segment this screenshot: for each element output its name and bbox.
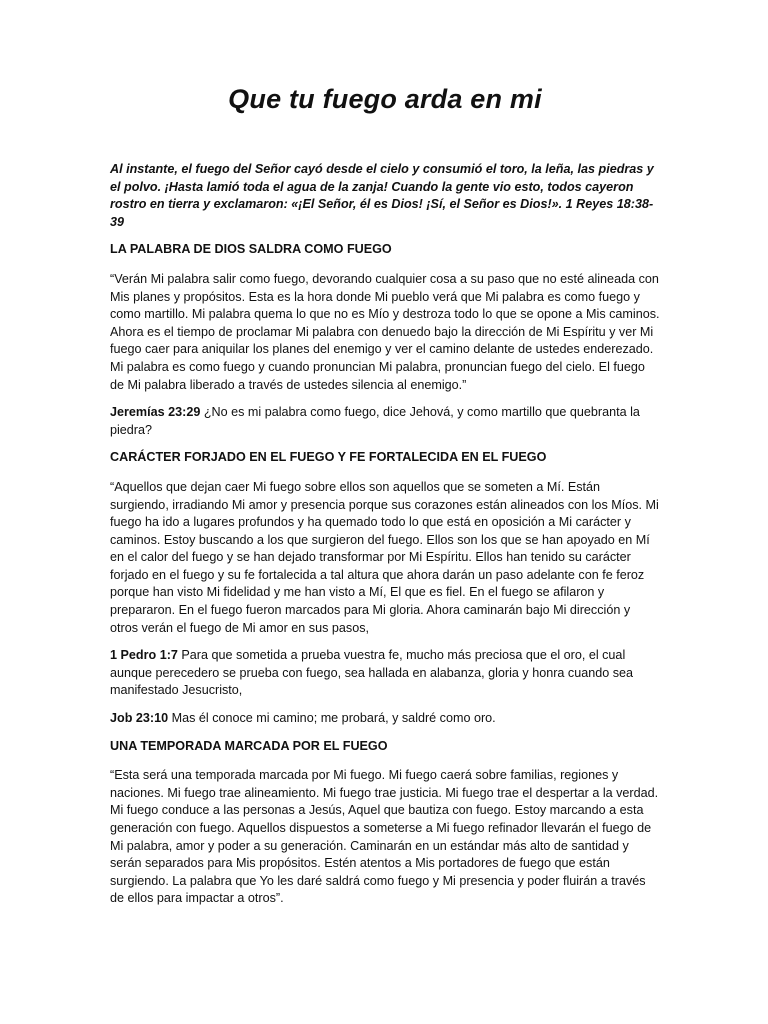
- section-body-1: “Verán Mi palabra salir como fuego, devorando cualquier cosa a su paso que no esté alineada con Mis planes y propósitos. Esta es la hora donde Mi pueblo verá que Mi palabra es como fuego y como martillo. Mi palabra quema lo que no es Mío y destroza todo lo que se opone a Mis caminos. Ahora es el tiempo de proclamar Mi palabra con denuedo bajo la dirección de Mi Espíritu y ver Mi fuego caer para aniquilar los planes del enemigo y ver el camino delante de ustedes enderezado. Mi palabra es como fuego y cuando pronuncian Mi palabra, pronuncian fuego del cielo. El fuego de Mi palabra liberado a través de ustedes silencia al enemigo.”: [110, 271, 660, 392]
- section-heading-1: LA PALABRA DE DIOS SALDRA COMO FUEGO: [110, 242, 392, 257]
- verse-paragraph: [110, 647, 660, 700]
- section-heading-3: UNA TEMPORADA MARCADA POR EL FUEGO: [110, 738, 388, 753]
- verse-text: Mas él conoce mi camino; me probará, y saldré como oro.: [168, 711, 496, 726]
- verse-reference: Job 23:10: [110, 711, 169, 726]
- section-body-3: “Esta será una temporada marcada por Mi fuego. Mi fuego caerá sobre familias, regiones y naciones. Mi fuego trae alineamiento. Mi fuego trae justicia. Mi fuego trae el despertar a la verdad. Mi fuego conduce a las personas a Jesús, Aquel que bautiza con fuego. Estoy marcando a esta generación con fuego. Aquellos dispuestos a someterse a Mi fuego refinador llevarán el fuego de Mi palabra, amor y poder a su generación. Caminarán en un estándar más alto de santidad y serán separados para Mis propósitos. Estén atentos a Mis portadores de fuego que están surgiendo. La palabra que Yo les daré saldrá como fuego y Mi presencia y poder fluirán a través de ellos para impactar a otros”.: [110, 768, 659, 906]
- verse-paragraph: [110, 710, 660, 728]
- verse-text: ¿No es mi palabra como fuego, dice Jehová, y como martillo que quebranta la piedra?: [110, 405, 640, 437]
- section-heading-2: CARÁCTER FORJADO EN EL FUEGO Y FE FORTALECIDA EN EL FUEGO: [110, 450, 547, 465]
- page-title: Que tu fuego arda en mi: [228, 84, 542, 114]
- section-body-2: “Aquellos que dejan caer Mi fuego sobre ellos son aquellos que se someten a Mí. Están surgiendo, irradiando Mi amor y presencia porque sus corazones están alineados con los Míos. Mi fuego ha ido a lugares profundos y ha quemado todo lo que está en oposición a Mi carácter y caminos. Estoy buscando a los que surgieron del fuego. Ellos son los que se han apoyado en Mí en el calor del fuego y se han dejado transformar por Mi Espíritu. Ellos han tenido su carácter forjado en el fuego y su fe fortalecida a tal altura que ahora darán un paso adelante con fe feroz porque han visto Mi fidelidad y me han visto a Mí, El que es fiel. En el fuego se afilaron y prepararon. En el fuego fueron marcados para Mi gloria. Ahora caminarán bajo Mi dirección y otros verán el fuego de Mi amor en sus pasos,: [110, 479, 659, 635]
- verse-paragraph: [110, 404, 660, 439]
- intro-paragraph: Al instante, el fuego del Señor cayó desde el cielo y consumió el toro, la leña, las piedras y el polvo. ¡Hasta lamió toda el agua de la zanja! Cuando la gente vio esto, todos cayeron rostro en tierra y exclamaron: «¡El Señor, él es Dios! ¡Sí, el Señor es Dios!». 1 Reyes 18:38-39: [110, 162, 654, 229]
- verse-reference: Jeremías 23:29: [110, 405, 201, 420]
- verse-text: Para que sometida a prueba vuestra fe, mucho más preciosa que el oro, el cual aunque perecedero se prueba con fuego, sea hallada en alabanza, gloria y honra cuando sea manifestado Jesucristo,: [110, 648, 634, 698]
- verse-reference: 1 Pedro 1:7: [110, 648, 178, 663]
